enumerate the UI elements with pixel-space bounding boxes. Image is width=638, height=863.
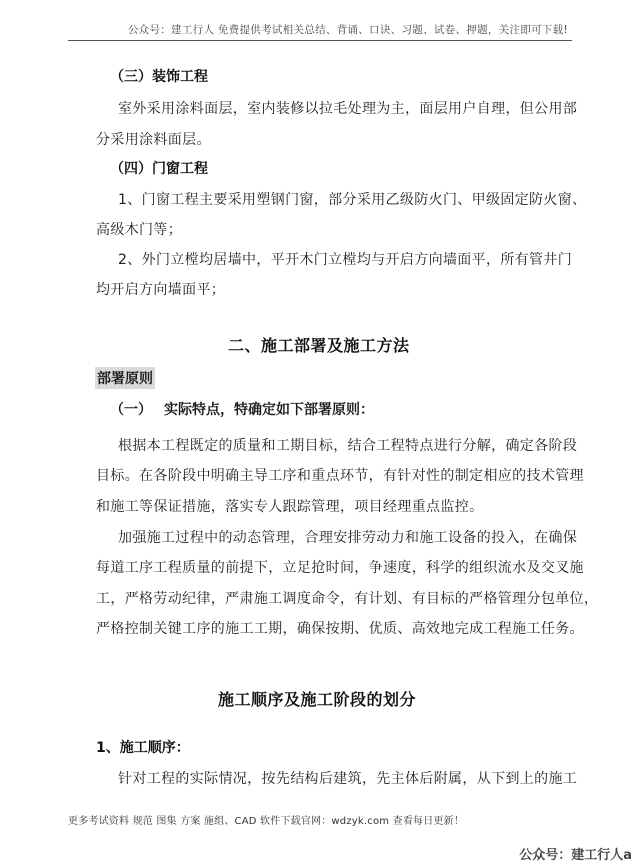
chapter-2-p1-line-3: 和施工等保证措施，落实专人跟踪管理，项目经理重点监控。 bbox=[96, 499, 484, 515]
section-3-title: （三）装饰工程 bbox=[110, 69, 208, 85]
section-4-p1-line-2: 高级木门等； bbox=[96, 222, 183, 238]
section-4-p2-line-1: 2、外门立樘均居墙中，平开木门立樘均与开启方向墙面平，所有管井门 bbox=[118, 252, 573, 268]
chapter-2-p2-line-3: 工，严格劳动纪律，严肃施工调度命令，有计划、有目标的严格管理分包单位， bbox=[96, 591, 599, 607]
sequence-line-1: 针对工程的实际情况，按先结构后建筑，先主体后附属，从下到上的施工 bbox=[118, 771, 578, 787]
principle-label: 部署原则 bbox=[95, 367, 155, 389]
chapter-2-p1-line-2: 目标。在各阶段中明确主导工序和重点环节，有针对性的制定相应的技术管理 bbox=[96, 468, 584, 484]
watermark: 公众号：建工行人a bbox=[519, 848, 632, 863]
section-3-line-2: 分采用涂料面层。 bbox=[96, 132, 211, 148]
chapter-2-p2-line-1: 加强施工过程中的动态管理，合理安排劳动力和施工设备的投入，在确保 bbox=[118, 530, 578, 546]
subsection-1-title: 实际特点，特确定如下部署原则： bbox=[164, 402, 374, 418]
section-4-p1-line-1: 1、门窗工程主要采用塑钢门窗，部分采用乙级防火门、甲级固定防火窗、 bbox=[118, 192, 587, 208]
header-notice: 公众号：建工行人 免费提供考试相关总结、背诵、口诀、习题、试卷、押题，关注即可下载! bbox=[127, 24, 568, 36]
section-4-p2-line-2: 均开启方向墙面平； bbox=[96, 282, 226, 298]
chapter-2-p2-line-4: 严格控制关键工序的施工工期，确保按期、优质、高效地完成工程施工任务。 bbox=[96, 621, 584, 637]
subsection-1-number: （一） bbox=[110, 402, 152, 418]
sequence-title: 施工顺序及施工阶段的划分 bbox=[218, 690, 417, 709]
section-4-title: （四）门窗工程 bbox=[110, 161, 208, 177]
chapter-2-p2-line-2: 每道工序工程质量的前提下，立足抢时间，争速度，科学的组织流水及交叉施 bbox=[96, 560, 584, 576]
footer-text: 更多考试资料 规范 图集 方案 施组、CAD 软件下载官网：wdzyk.com 查看每日更新！ bbox=[68, 816, 465, 827]
chapter-2-title: 二、施工部署及施工方法 bbox=[228, 336, 410, 355]
header-divider bbox=[68, 40, 572, 41]
sequence-subtitle: 1、施工顺序： bbox=[96, 740, 190, 756]
chapter-2-p1-line-1: 根据本工程既定的质量和工期目标，结合工程特点进行分解，确定各阶段 bbox=[118, 438, 578, 454]
section-3-line-1: 室外采用涂料面层，室内装修以拉毛处理为主，面层用户自理，但公用部 bbox=[118, 101, 578, 117]
